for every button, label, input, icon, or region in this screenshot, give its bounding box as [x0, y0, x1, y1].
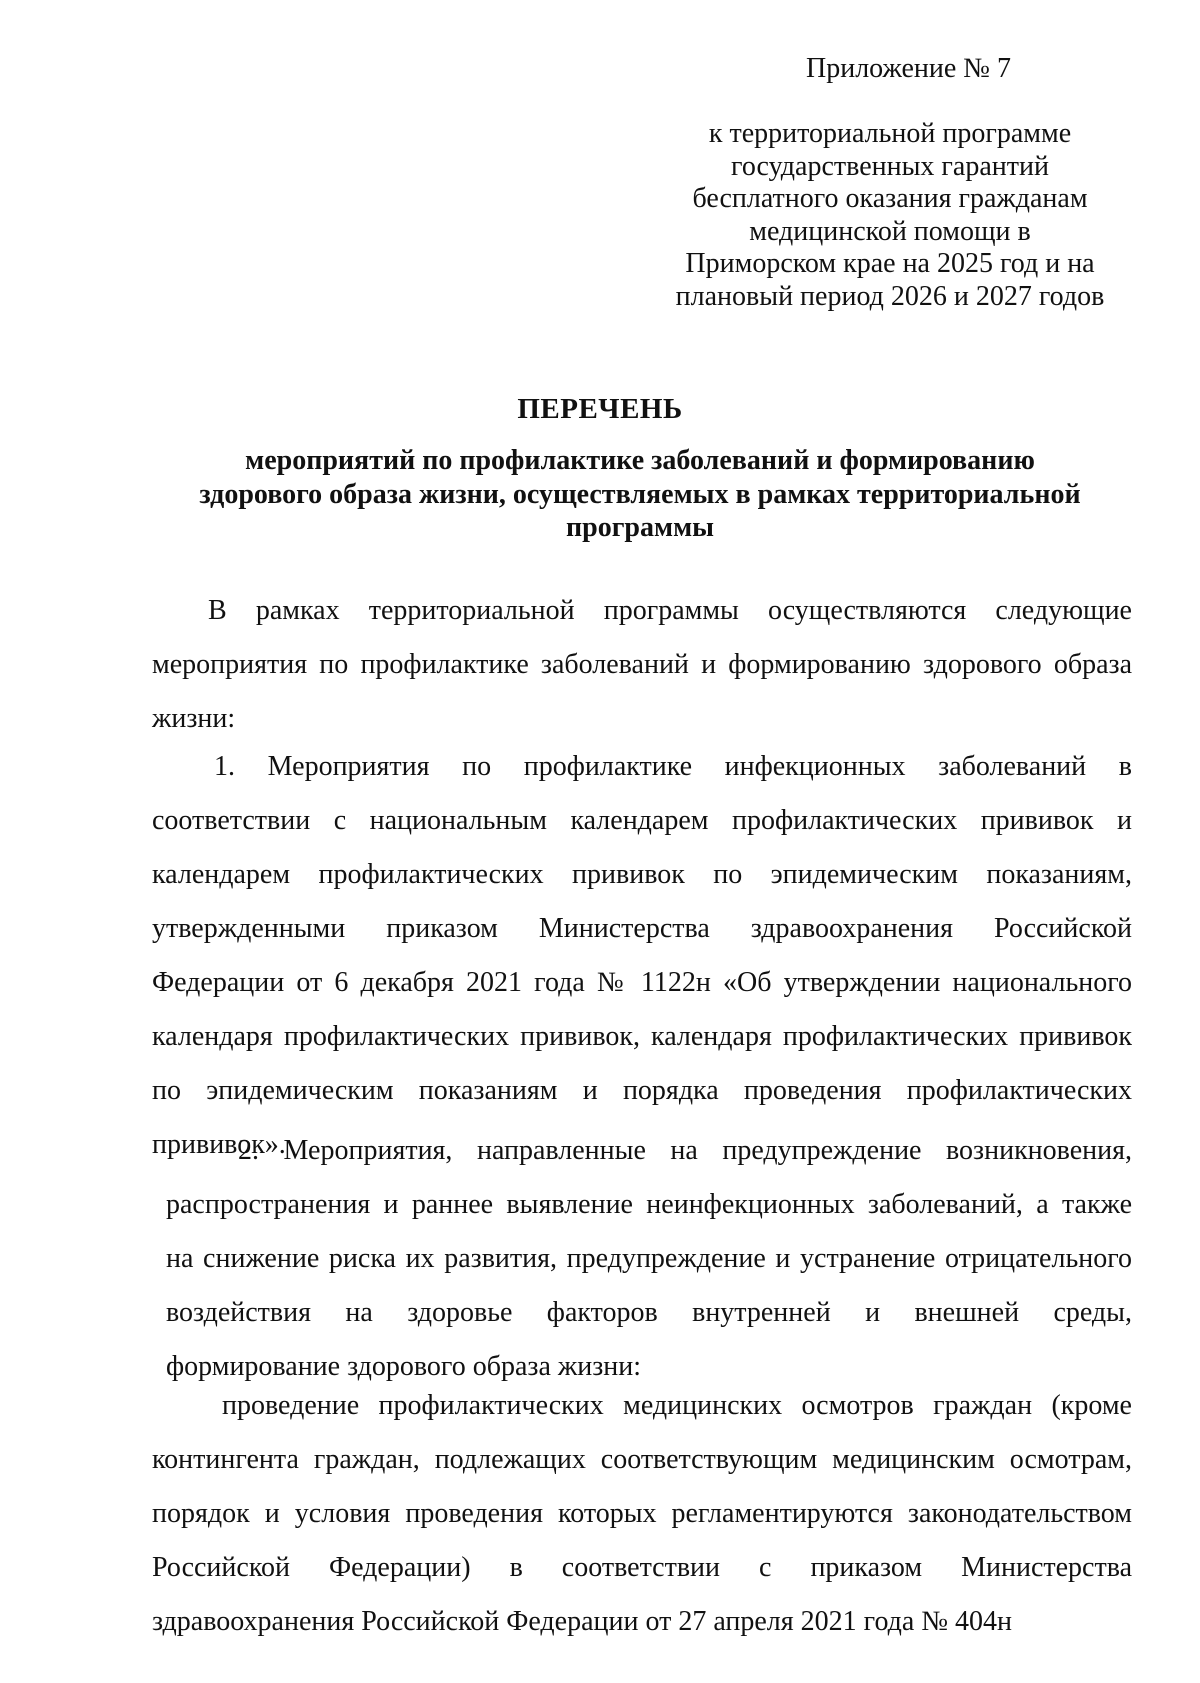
text-line: Российской Федерации) в соответствии с приказом Министерства: [152, 1552, 1132, 1583]
text-line: 1. Мероприятия по профилактике инфекционных заболеваний в: [214, 751, 1132, 782]
text-line: В рамках территориальной программы осуществляются следующие: [208, 595, 1132, 626]
text-line: жизни:: [152, 703, 236, 734]
intro-paragraph: [152, 584, 1132, 746]
text-line: календаря профилактических прививок, календаря профилактических прививок: [152, 1021, 1132, 1052]
appendix-reference-line: к территориальной программе: [708, 118, 1072, 149]
text-line: соответствии с национальным календарем профилактических прививок и: [152, 805, 1132, 836]
text-line: распространения и раннее выявление неинфекционных заболеваний, а также: [166, 1189, 1132, 1220]
appendix-reference: [660, 118, 1120, 313]
item-1-paragraph: [152, 740, 1132, 1172]
subtitle-line: программы: [566, 512, 714, 543]
text-line: воздействия на здоровье факторов внутренней и внешней среды,: [166, 1297, 1132, 1328]
text-line: проведение профилактических медицинских осмотров граждан (кроме: [222, 1390, 1132, 1421]
text-line: контингента граждан, подлежащих соответствующим медицинским осмотрам,: [152, 1444, 1132, 1475]
document-title: ПЕРЕЧЕНЬ: [517, 393, 683, 425]
subtitle-line: мероприятий по профилактике заболеваний и формированию: [245, 445, 1035, 476]
text-line: прививок».: [152, 1129, 286, 1160]
appendix-reference-line: Приморском крае на 2025 год и на: [685, 248, 1095, 279]
text-line: по эпидемическим показаниям и порядка проведения профилактических: [152, 1075, 1132, 1106]
document-subtitle: [160, 444, 1120, 545]
text-line: формирование здорового образа жизни:: [166, 1351, 642, 1382]
appendix-reference-line: бесплатного оказания гражданам: [692, 183, 1088, 214]
text-line: на снижение риска их развития, предупреждение и устранение отрицательного: [166, 1243, 1132, 1274]
preventive-exams-paragraph: [152, 1379, 1132, 1649]
text-line: Федерации от 6 декабря 2021 года № 1122н «Об утверждении национального: [152, 967, 1132, 998]
text-line: здравоохранения Российской Федерации от 27 апреля 2021 года № 404н: [152, 1606, 1013, 1637]
appendix-number: Приложение № 7: [806, 53, 1011, 84]
subtitle-line: здорового образа жизни, осуществляемых в рамках территориальной: [199, 478, 1081, 510]
text-line: 2. Мероприятия, направленные на предупреждение возникновения,: [238, 1135, 1132, 1166]
text-line: порядок и условия проведения которых регламентируются законодательством: [152, 1498, 1132, 1529]
item-2-paragraph: [166, 1124, 1132, 1394]
appendix-reference-line: медицинской помощи в: [749, 215, 1031, 247]
appendix-reference-line: государственных гарантий: [731, 150, 1049, 182]
appendix-reference-line: плановый период 2026 и 2027 годов: [675, 280, 1105, 312]
text-line: мероприятия по профилактике заболеваний и формированию здорового образа: [152, 649, 1132, 680]
text-line: утвержденными приказом Министерства здравоохранения Российской: [152, 913, 1132, 944]
text-line: календарем профилактических прививок по эпидемическим показаниям,: [152, 859, 1132, 890]
